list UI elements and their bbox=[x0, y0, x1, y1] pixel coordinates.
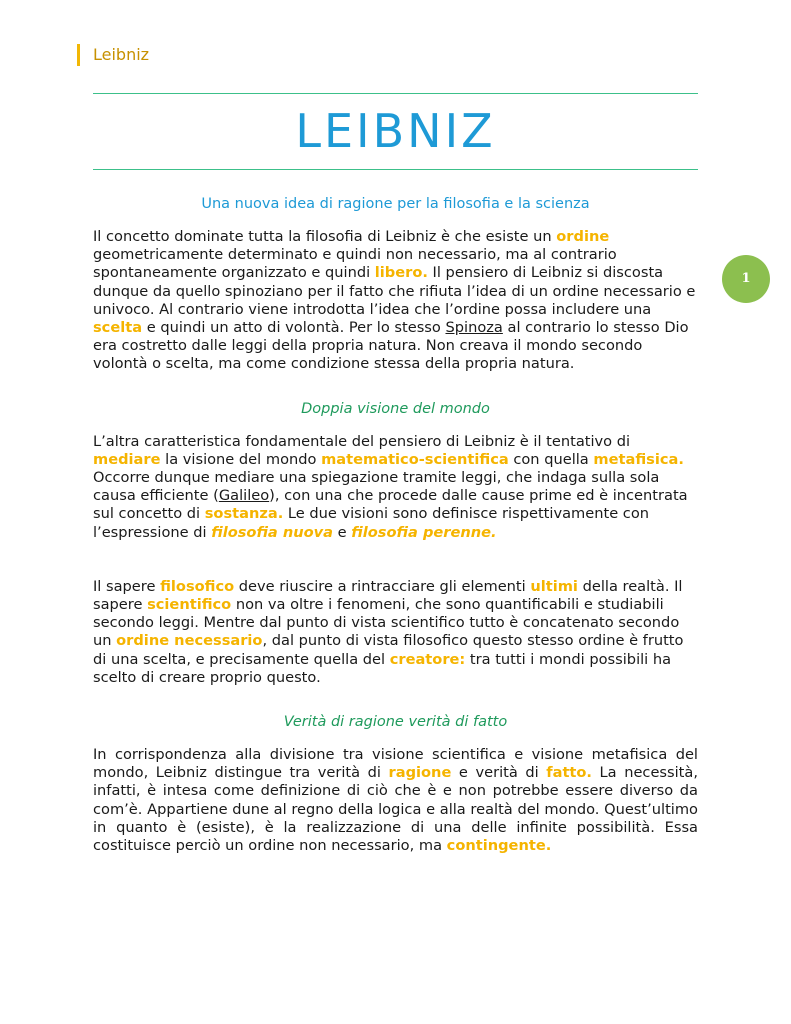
paragraph-mediare: L’altra caratteristica fondamentale del pensiero di Leibniz è il tentativo di mediare la visione del mondo matematico-scientifica con quella metafisica. Occorre dunque mediare una spiegazione tramite leggi, che indaga sulla sola causa efficiente (Galileo), con una che procede dalle cause prime ed è incentrata sul concetto di sostanza. Le due visioni sono definisce rispettivamente con l’espressione di filosofia nuova e filosofia perenne. bbox=[93, 432, 688, 541]
running-header-title: Leibniz bbox=[93, 45, 150, 64]
section-heading-nuova-idea: Una nuova idea di ragione per la filosofia e la scienza bbox=[201, 196, 590, 212]
keyword-filosofia-nuova: filosofia nuova bbox=[211, 523, 334, 541]
keyword-libero: libero. bbox=[374, 264, 428, 282]
title-top-rule bbox=[93, 93, 698, 94]
keyword-creatore: creatore: bbox=[389, 650, 466, 668]
document-body bbox=[93, 192, 698, 855]
keyword-mediare: mediare bbox=[93, 450, 161, 468]
section-heading-verita: Verità di ragione verità di fatto bbox=[283, 714, 508, 731]
paragraph-sapere: Il sapere filosofico deve riuscire a rintracciare gli elementi ultimi della realtà. Il sapere scientifico non va oltre i fenomeni, che sono quantificabili e studiabili secondo leggi. Mentre dal punto di vista scientifico tutto è concatenato secondo un ordine necessario, dal punto di vista filosofico questo stesso ordine è frutto di una scelta, e precisamente quella del creatore: tra tutti i mondi possibili ha scelto di creare proprio questo. bbox=[93, 577, 684, 686]
link-spinoza[interactable]: Spinoza bbox=[445, 319, 503, 337]
paragraph-verita: In corrispondenza alla divisione tra visione scientifica e visione metafisica del mondo, Leibniz distingue tra verità di ragione e verità di fatto. La necessità, infatti, è intesa come definizione di ciò che è e non potrebbe essere diverso da com’è. Appartiene dune al regno della logica e alla realtà del mondo. Quest’ultimo in quanto è (esiste), è la realizzazione di una delle infinite possibilità. Essa costituisce perciò un ordine non necessario, ma contingente. bbox=[93, 746, 698, 855]
keyword-matematico-scientifica: matematico-scientifica bbox=[321, 450, 509, 468]
keyword-fatto: fatto. bbox=[546, 764, 592, 782]
keyword-ragione: ragione bbox=[388, 764, 452, 782]
keyword-sostanza: sostanza. bbox=[204, 505, 284, 523]
keyword-metafisica: metafisica. bbox=[593, 450, 684, 468]
page-number-badge: 1 bbox=[722, 255, 770, 303]
section-heading-doppia-visione: Doppia visione del mondo bbox=[301, 400, 490, 417]
keyword-ordine-necessario: ordine necessario bbox=[116, 632, 263, 650]
paragraph-ordine: Il concetto dominate tutta la filosofia di Leibniz è che esiste un ordine geometricamente determinato e quindi non necessario, ma al contrario spontaneamente organizzato e quindi libero. Il pensiero di Leibniz si discosta dunque da quello spinoziano per il fatto che rifiuta l’idea di un ordine necessario e univoco. Al contrario viene introdotta l’idea che l’ordine possa includere una scelta e quindi un atto di volontà. Per lo stesso Spinoza al contrario lo stesso Dio era costretto dalle leggi della propria natura. Non creava il mondo secondo volontà o scelta, ma come condizione stessa della propria natura. bbox=[93, 228, 696, 373]
page-title: LEIBNIZ bbox=[295, 104, 496, 158]
keyword-scelta: scelta bbox=[93, 319, 143, 337]
keyword-filosofia-perenne: filosofia perenne. bbox=[351, 523, 497, 541]
running-header bbox=[77, 44, 149, 66]
keyword-filosofico: filosofico bbox=[160, 577, 235, 595]
link-galileo[interactable]: Galileo bbox=[218, 487, 270, 505]
title-bottom-rule bbox=[93, 169, 698, 170]
keyword-contingente: contingente. bbox=[446, 837, 552, 855]
keyword-scientifico: scientifico bbox=[147, 596, 232, 614]
keyword-ordine: ordine bbox=[556, 228, 610, 245]
keyword-ultimi: ultimi bbox=[530, 577, 578, 595]
